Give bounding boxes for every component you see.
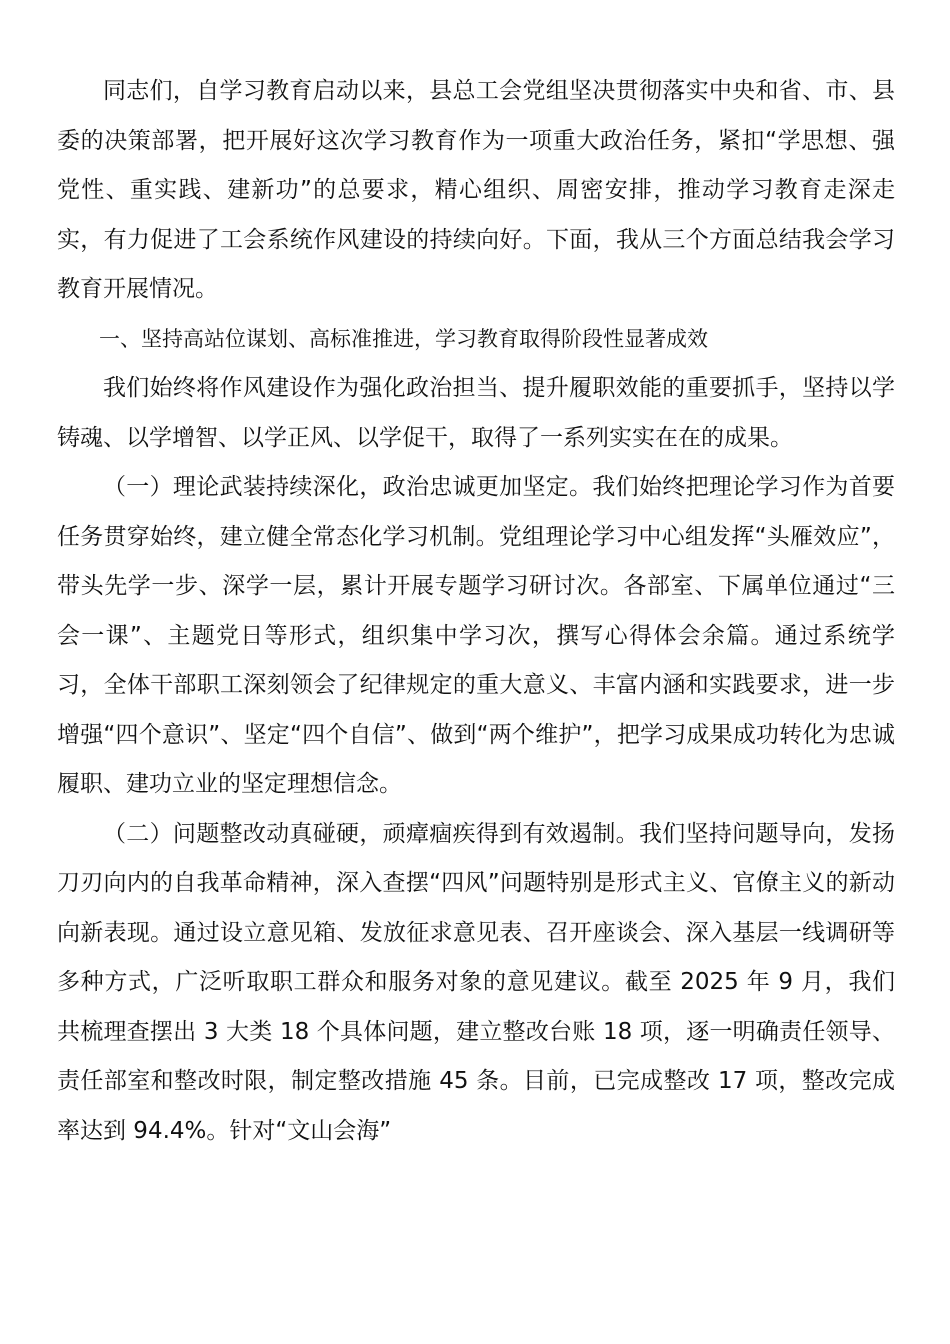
section-heading-1: 一、坚持高站位谋划、高标准推进，学习教育取得阶段性显著成效 <box>99 326 708 351</box>
paragraph-subsection-1: （一）理论武装持续深化，政治忠诚更加坚定。我们始终把理论学习作为首要任务贯穿始终，建立健全常态化学习机制。党组理论学习中心组发挥“头雁效应”，带头先学一步、深学一层，累计开展专题学习研讨次。各部室、下属单位通过“三会一课”、主题党日等形式，组织集中学习次，撰写心得体会余篇。通过系统学习，全体干部职工深刻领会了纪律规定的重大意义、丰富内涵和实践要求，进一步增强“四个意识”、坚定“四个自信”、做到“两个维护”，把学习成果成功转化为忠诚履职、建功立业的坚定理想信念。 <box>57 474 895 797</box>
paragraph-intro: 同志们，自学习教育启动以来，县总工会党组坚决贯彻落实中央和省、市、县委的决策部署，把开展好这次学习教育作为一项重大政治任务，紧扣“学思想、强党性、重实践、建新功”的总要求，精心组织、周密安排，推动学习教育走深走实，有力促进了工会系统作风建设的持续向好。下面，我从三个方面总结我会学习教育开展情况。 <box>57 78 895 302</box>
paragraph-subsection-2: （二）问题整改动真碰硬，顽瘴痼疾得到有效遏制。我们坚持问题导向，发扬刀刃向内的自我革命精神，深入查摆“四风”问题特别是形式主义、官僚主义的新动向新表现。通过设立意见箱、发放征求意见表、召开座谈会、深入基层一线调研等多种方式，广泛听取职工群众和服务对象的意见建议。截至 2025 年 9 月，我们共梳理查摆出 3 大类 18 个具体问题，建立整改台账 18 项，逐一明确责任领导、责任部室和整改时限，制定整改措施 45 条。目前，已完成整改 17 项，整改完成率达到 94.4%。针对“文山会海” <box>57 820 895 1144</box>
document-body <box>57 67 895 1156</box>
paragraph-section-1-intro: 我们始终将作风建设作为强化政治担当、提升履职效能的重要抓手，坚持以学铸魂、以学增智、以学正风、以学促干，取得了一系列实实在在的成果。 <box>57 375 895 451</box>
